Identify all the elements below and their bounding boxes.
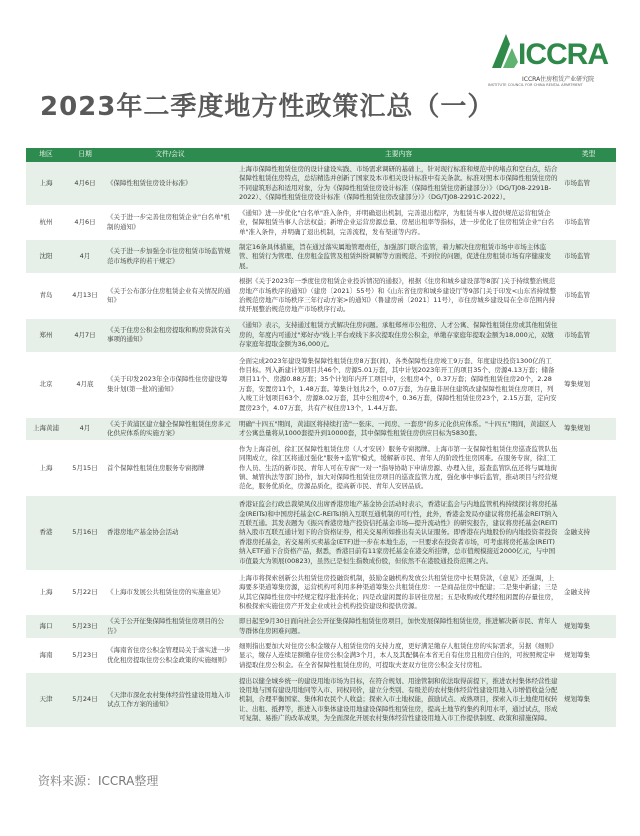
table-row (26, 571, 616, 615)
cell-doc: 《关于进一步完善住房租赁企业"白名单"机制的通知》 (104, 206, 236, 240)
cell-doc: 《海南省住房公积金管理局关于落实进一步优化租房提取住房公积金政策的实施细则》 (104, 639, 236, 673)
logo-subtitle: ICCRA住房租赁产业研究院 (522, 76, 595, 83)
cell-type: 市场监管 (561, 240, 616, 274)
cell-region: 天津 (26, 673, 66, 728)
cell-date: 5月16日 (66, 496, 104, 571)
cell-type: 市场监管 (561, 206, 616, 240)
source-note: 资料来源：ICCRA整理 (38, 774, 159, 788)
table-row (26, 318, 616, 352)
cell-date: 4月6日 (66, 206, 104, 240)
cell-type: 规划筹集 (561, 615, 616, 639)
cell-content: 作为上海首创，徐汇区保障性租赁住房（人才安居）服务专窗揭牌。上海市第一支保障性租赁住房巡查监管队伍同期成立，徐汇区将通过强化"服务+监管"模式，缓解新市民、青年人的阶段性住房困难。在服务专窗，徐汇工作人员、生活的新市民、青年人可在专窗"一对一"指导协助下申请房源、办理入住，巡查监管队伍还将与属地街镇、城管执法等部门协作，加大对保障性租赁住房项目的巡查监管力度，强化事中事后监管，推动项目与经营规范化，服务优质化，房源品质化，提高新市民、青年人安居品质。 (236, 441, 561, 496)
cell-region: 上海 (26, 441, 66, 496)
cell-doc: 《关于印发2023年全市保障性住房建设筹集计划(第一批)的通知》 (104, 352, 236, 417)
page-title: 2023年二季度地方性政策汇总（一） (40, 92, 495, 122)
table-row (26, 441, 616, 496)
table-row (26, 496, 616, 571)
cell-region: 北京 (26, 352, 66, 417)
cell-type: 金融支持 (561, 571, 616, 615)
cell-date: 5月23日 (66, 639, 104, 673)
cell-date: 5月23日 (66, 615, 104, 639)
cell-region: 香港 (26, 496, 66, 571)
cell-date: 4月 (66, 417, 104, 441)
cell-date: 4月13日 (66, 274, 104, 318)
cell-region: 海南 (26, 639, 66, 673)
cell-doc: 首个保障性租赁住房服务专窗揭牌 (104, 441, 236, 496)
cell-date: 5月22日 (66, 571, 104, 615)
table-row (26, 639, 616, 673)
table-row (26, 206, 616, 240)
cell-region: 青岛 (26, 274, 66, 318)
table-row (26, 240, 616, 274)
cell-region: 沈阳 (26, 240, 66, 274)
table-row (26, 417, 616, 441)
header-region: 地区 (26, 148, 66, 162)
cell-content: 即日起至9月30日面向社会公开征集保障性租赁住房项目，加快发展保障性租赁住房，推进解决新市民、青年人等群体住房困难问题。 (236, 615, 561, 639)
cell-doc: 《关于住房公积金租房提取和购房贷款有关事项的通知》 (104, 318, 236, 352)
cell-region: 郑州 (26, 318, 66, 352)
cell-region: 海口 (26, 615, 66, 639)
cell-doc: 《关于黄浦区建立健全保障性租赁住房多元化供应体系的实施方案》 (104, 417, 236, 441)
header-type: 类型 (561, 148, 616, 162)
cell-type: 筹集规划 (561, 417, 616, 441)
header-date: 日期 (66, 148, 104, 162)
cell-doc: 《上海市发展公共租赁住房的实施意见》 (104, 571, 236, 615)
cell-date: 5月15日 (66, 441, 104, 496)
cell-type: 规划筹集 (561, 639, 616, 673)
cell-date: 4月7日 (66, 318, 104, 352)
table-row (26, 162, 616, 206)
logo-subtitle-en: INSTITUTE COUNCIL FOR CHINA RENTAL APARTMENT (488, 83, 583, 87)
cell-doc: 《关于进一步加强全市住房租赁市场监管规范市场秩序的若干规定》 (104, 240, 236, 274)
logo-mark-icon (488, 28, 522, 74)
cell-content: 细则指出要加大对住房公积金缴存人租赁住房的支持力度，更好满足缴存人租赁住房的实际需求，另据《细则》显示，缴存人连续足额缴存住房公积金满3个月，本人及其配偶在本省无自有住房且租房自住的，可按照规定申请提取住房公积金。在全省保障性租赁住房的，可提取夫妻双方住房公积金支付房租。 (236, 639, 561, 673)
cell-doc: 《保障性租赁住房设计标准》 (104, 162, 236, 206)
cell-region: 上海黄浦 (26, 417, 66, 441)
cell-doc: 《关于公开征集保障性租赁住房项目的公告》 (104, 615, 236, 639)
cell-region: 上海 (26, 571, 66, 615)
cell-content: 制定16条具体措施，旨在通过落实属地管理责任，加强部门联合监管，着力解决住房租赁市场中市场主体监管、租赁行为管理、住房租金监管及租赁纠纷调解等方面规范、不到位的问题，促进住房租赁市场有序健康发展。 (236, 240, 561, 274)
cell-content: 根据《关于2023年一季度住房租赁企业投诉情况的通报》，根据《住房和城乡建设部等8部门关于持续整治规范房地产市场秩序的通知》（建房〔2021〕55号）和《山东省住房和城乡建设厅等9部门关于印发<山东省持续整治规范房地产市场秩序三年行动方案>的通知》（鲁建房函〔2021〕11号），市住房城乡建设局在全市范围内持续开展整治规范房地产市场秩序行动。 (236, 274, 561, 318)
cell-content: 明确"十四五"期间，黄浦区将持续打造"一张床、一间房、一套房"的多元化供应体系。"十四五"期间，黄浦区人才公寓总量将从1000套提升到10000套，其中保障性租赁住房供应目标为5830套。 (236, 417, 561, 441)
table-row (26, 673, 616, 728)
header-doc: 文件/会议 (104, 148, 236, 162)
cell-content: 上海市将探索创新公共租赁住房投融资机制，鼓励金融机构发放公共租赁住房中长期贷款，《意见》还强调，上海要多渠道筹集房源，运营机构可利用多种渠道筹集公共租赁住房：一是商品住房中配建；二是集中新建；三是从其它保障性住房中经规定程序批准转化；四是改建闲置的非居住房屋；五是收购或代理经租闲置的存量住房，积极探索实施住房产开发企业或社会机构投资建设和提供房源。 (236, 571, 561, 615)
cell-content: 上海市保障性租赁住房的设计建设实践、市场需求调研的基础上，针对现行标准和规范中的堵点和空白点，结合保障性租赁住房特点，总结精选并创新了国家及本市相关设计标准中有关条款。标准对照本市保障性租赁住房的不同建筑形态和适用对象，分为《保障性租赁住房设计标准（保障性租赁住房新建部分）》（DG/TJ08-2291B-2022）、《保障性租赁住房设计标准（保障性租赁住房改建部分）》（DG/TJ08-2291C-2022）。 (236, 162, 561, 206)
cell-content: 《通知》表示，支持通过租赁方式解决住房问题。承租郑州市公租房、人才公寓、保障性租赁住房或其他租赁住房的，年度内可通过"郑好办"线上平台或线下多次提取住房公积金，单缴存家庭年提取金额为18,000元，双缴存家庭年提取金额为36,000元。 (236, 318, 561, 352)
logo-brand: ICCRA (518, 38, 608, 71)
policy-table (26, 148, 616, 728)
cell-date: 4月底 (66, 352, 104, 417)
cell-content: 提出以健全城乡统一的建设用地市场为目标，在符合规划、用途管制和依法取得前提下，推进农村集体经营性建设用地与国有建设用地同等入市、同权同价，建立分类别、有级差的农村集体经营性建设用地入市增值收益分配机制，合理平衡国家、集体和农民个人收益；探索入市土地权能，鼓励试点、成熟项目，探索入市土地使用权转让、出租、抵押等，推进入市集体建设用地建设保障性租赁住房，提高土地节约集约利用水平，通过试点，形成可复制、易推广的改革成果，为全面深化开展农村集体经营性建设用地入市工作提供制度、政策和措施保障。 (236, 673, 561, 728)
cell-type: 市场监管 (561, 162, 616, 206)
cell-doc: 香港房地产基金协会活动 (104, 496, 236, 571)
cell-content: 全面完成2023年建设筹集保障性租赁住房8万套(间)、各类保障性住房竣工9万套、年度建设投资1300亿的工作目标。列入新建计划项目共46个、房源5.01万套，其中计划2023年开工的项目35个、房源4.13万套；储备项目11个、房源0.88万套；35个计划年内开工项目中，公租房4个，0.37万套；保障性租赁住房20个，2.28万套，安置房11个，1.48万套。筹集计划共2个，0.07万套，为存量非居住建筑改建保障性租赁住房项目，列入竣工计划项目63个、房源8.02万套，其中公租房4个，0.36万套，保障性租赁住房23个，2.15万套，定向安置房23个，4.07万套，共有产权住房13个，1.44万套。 (236, 352, 561, 417)
cell-type: 市场监管 (561, 318, 616, 352)
cell-type: 筹集规划 (561, 352, 616, 417)
cell-date: 5月24日 (66, 673, 104, 728)
cell-region: 上海 (26, 162, 66, 206)
header-content: 主要内容 (236, 148, 561, 162)
cell-date: 4月 (66, 240, 104, 274)
cell-type: 市场监管 (561, 274, 616, 318)
table-header-row (26, 148, 616, 162)
cell-type: 规划筹集 (561, 673, 616, 728)
iccra-logo (488, 28, 638, 88)
cell-type (561, 441, 616, 496)
cell-doc: 《关于公布部分住房租赁企业有关情况的通知》 (104, 274, 236, 318)
cell-doc: 《天津市深化农村集体经营性建设用地入市试点工作方案的通知》 (104, 673, 236, 728)
table-row (26, 274, 616, 318)
table-row (26, 615, 616, 639)
cell-date: 4月6日 (66, 162, 104, 206)
cell-type: 金融支持 (561, 496, 616, 571)
cell-region: 杭州 (26, 206, 66, 240)
cell-content: 《通知》进一步优化"白名单"准入条件，并明确退出机制，完善退出程序，为租赁当事人提供规范运营租赁企业，保障租赁当事人合法权益；新增企业运营房源总量、房屋出租率等指标，进一步优化了住房租赁企业"白名单"准入条件，并明确了退出机制，完善流程，发布渠道等内容。 (236, 206, 561, 240)
cell-content: 香港证监会行政总裁梁凤仪出席香港房地产基金协会活动时表示，香港证监会与内地监管机构持续探讨将房托基金(REITs)和中国房托基金(C-REITs)纳入互联互通机制的可行性，此外，香港金发局亦建议将房托基金REIT纳入互联互通。其发表题为《振兴香港房地产投资信托基金市场—提升流动性》的研究报告，建议将房托基金(REIT)纳入股市互联互通计划下的合资格证券，相关交易所如推出有关认证服务。即香港在内地股份的内地投资者投资香港房托基金，若交易所买卖基金(ETF)进一步在本地生态，一旦要求在投资者市场，可考虑将房托基金(REIT)纳入ETF通下合资格产品，据悉，香港目前有11家房托基金在港交所挂牌，总市值规模接近2000亿元，与中国市值最大为领展(00823)，虽然已是恒生指数成份股，但依然不在港股通投资范围之内。 (236, 496, 561, 571)
table-row (26, 352, 616, 417)
